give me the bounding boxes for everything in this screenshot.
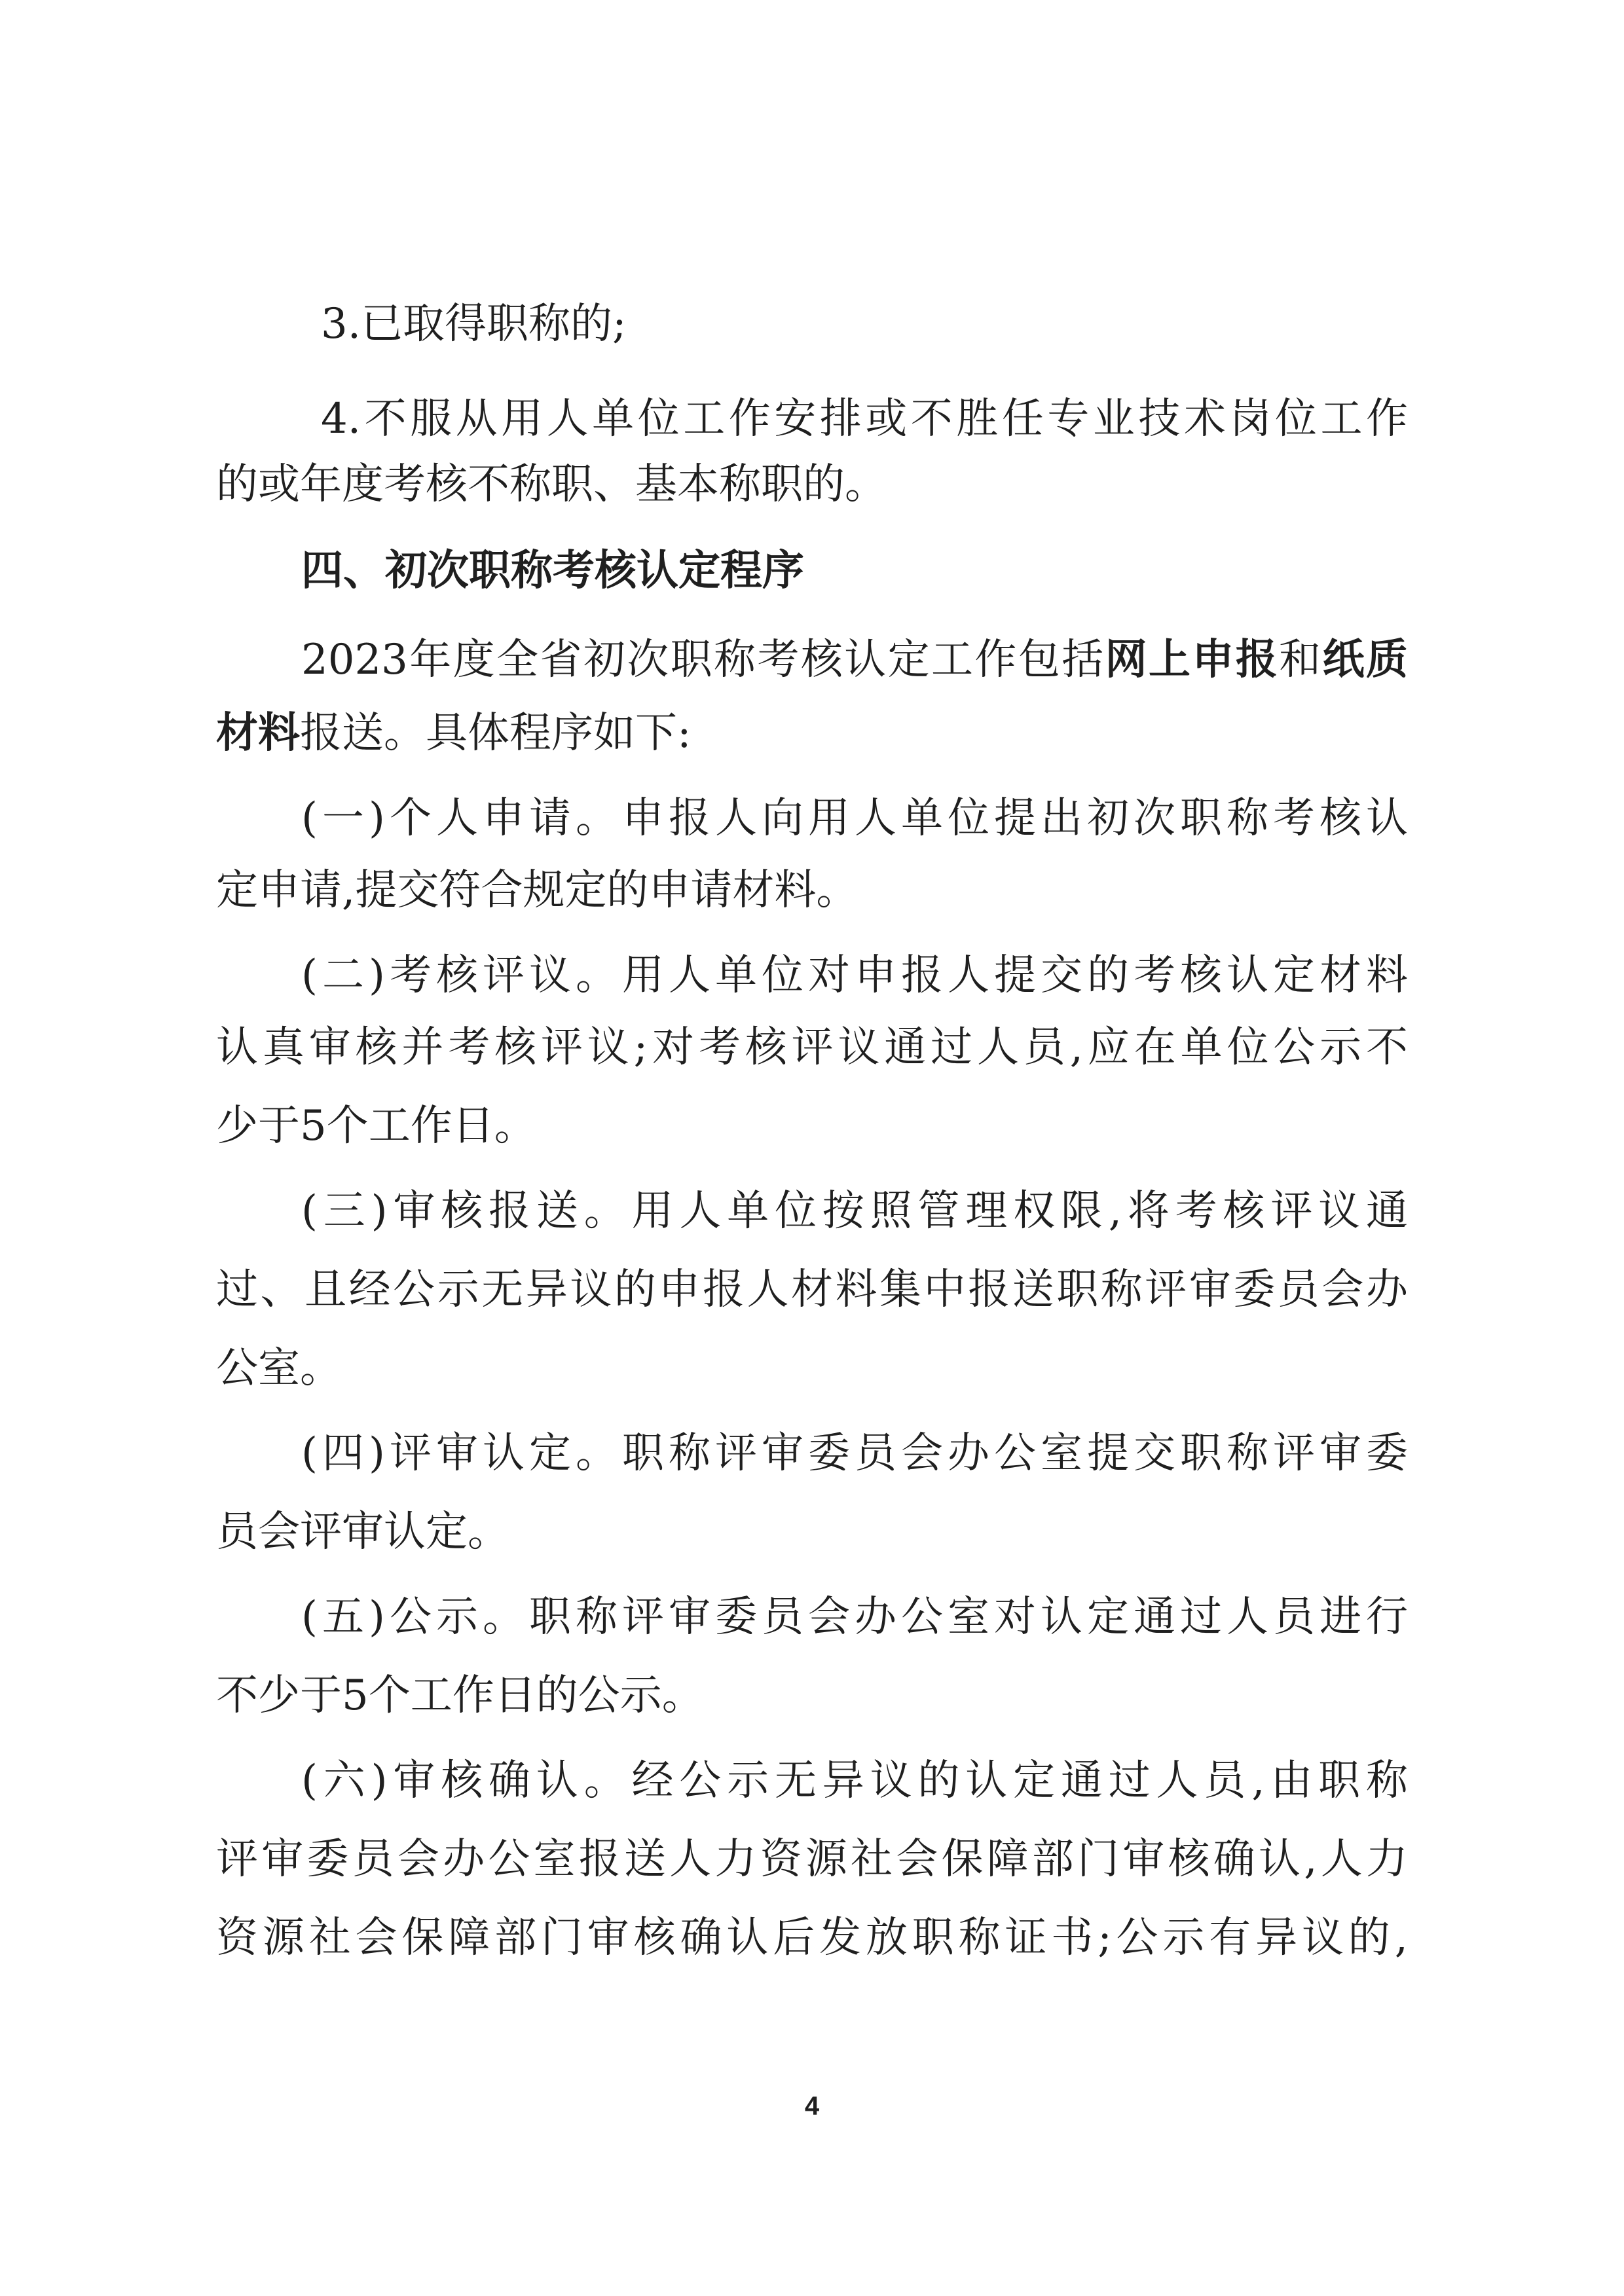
step-6-line-2: 评审委员会办公室报送人力资源社会保障部门审核确认,人力 bbox=[216, 1835, 1408, 1884]
intro-materials: 材料 bbox=[216, 708, 300, 757]
step-5-line-2: 不少于5个工作日的公示。 bbox=[216, 1671, 704, 1720]
step-2-line-2: 认真审核并考核评议;对考核评议通过人员,应在单位公示不 bbox=[216, 1023, 1408, 1072]
step-4-line-2: 员会评审认定。 bbox=[216, 1508, 509, 1556]
step-2-line-3: 少于5个工作日。 bbox=[216, 1102, 536, 1150]
intro-text: 2023年度全省初次职称考核认定工作包括 bbox=[301, 636, 1105, 684]
intro-and: 和 bbox=[1279, 636, 1323, 684]
intro-paper: 纸质 bbox=[1322, 635, 1409, 684]
intro-procedure: 报送。具体程序如下: bbox=[300, 709, 692, 757]
step-2-line-1: (二)考核评议。用人单位对申报人提交的考核认定材料 bbox=[301, 951, 1408, 1000]
step-5-line-1: (五)公示。职称评审委员会办公室对认定通过人员进行 bbox=[301, 1593, 1408, 1641]
paragraph-intro-line-1 bbox=[301, 634, 1408, 686]
step-1-line-1: (一)个人申请。申报人向用人单位提出初次职称考核认 bbox=[301, 794, 1408, 843]
step-6-line-3: 资源社会保障部门审核确认后发放职称证书;公示有异议的, bbox=[216, 1914, 1408, 1962]
paragraph-intro-line-2 bbox=[216, 707, 1408, 759]
list-item-4-line-1: 4.不服从用人单位工作安排或不胜任专业技术岗位工作 bbox=[321, 395, 1408, 443]
list-item-3: 3.已取得职称的; bbox=[321, 300, 627, 348]
intro-online-filing: 网上申报 bbox=[1105, 635, 1280, 684]
step-3-line-1: (三)审核报送。用人单位按照管理权限,将考核评议通 bbox=[301, 1187, 1408, 1235]
list-item-4-line-2: 的或年度考核不称职、基本称职的。 bbox=[216, 460, 887, 509]
step-3-line-2: 过、且经公示无异议的申报人材料集中报送职称评审委员会办 bbox=[216, 1266, 1408, 1314]
step-1-line-2: 定申请,提交符合规定的申请材料。 bbox=[216, 866, 858, 915]
step-3-line-3: 公室。 bbox=[216, 1344, 342, 1393]
page-number: 4 bbox=[804, 2092, 820, 2121]
section-heading: 四、初次职称考核认定程序 bbox=[301, 547, 804, 595]
step-4-line-1: (四)评审认定。职称评审委员会办公室提交职称评审委 bbox=[301, 1429, 1408, 1478]
step-6-line-1: (六)审核确认。经公示无异议的认定通过人员,由职称 bbox=[301, 1757, 1408, 1805]
